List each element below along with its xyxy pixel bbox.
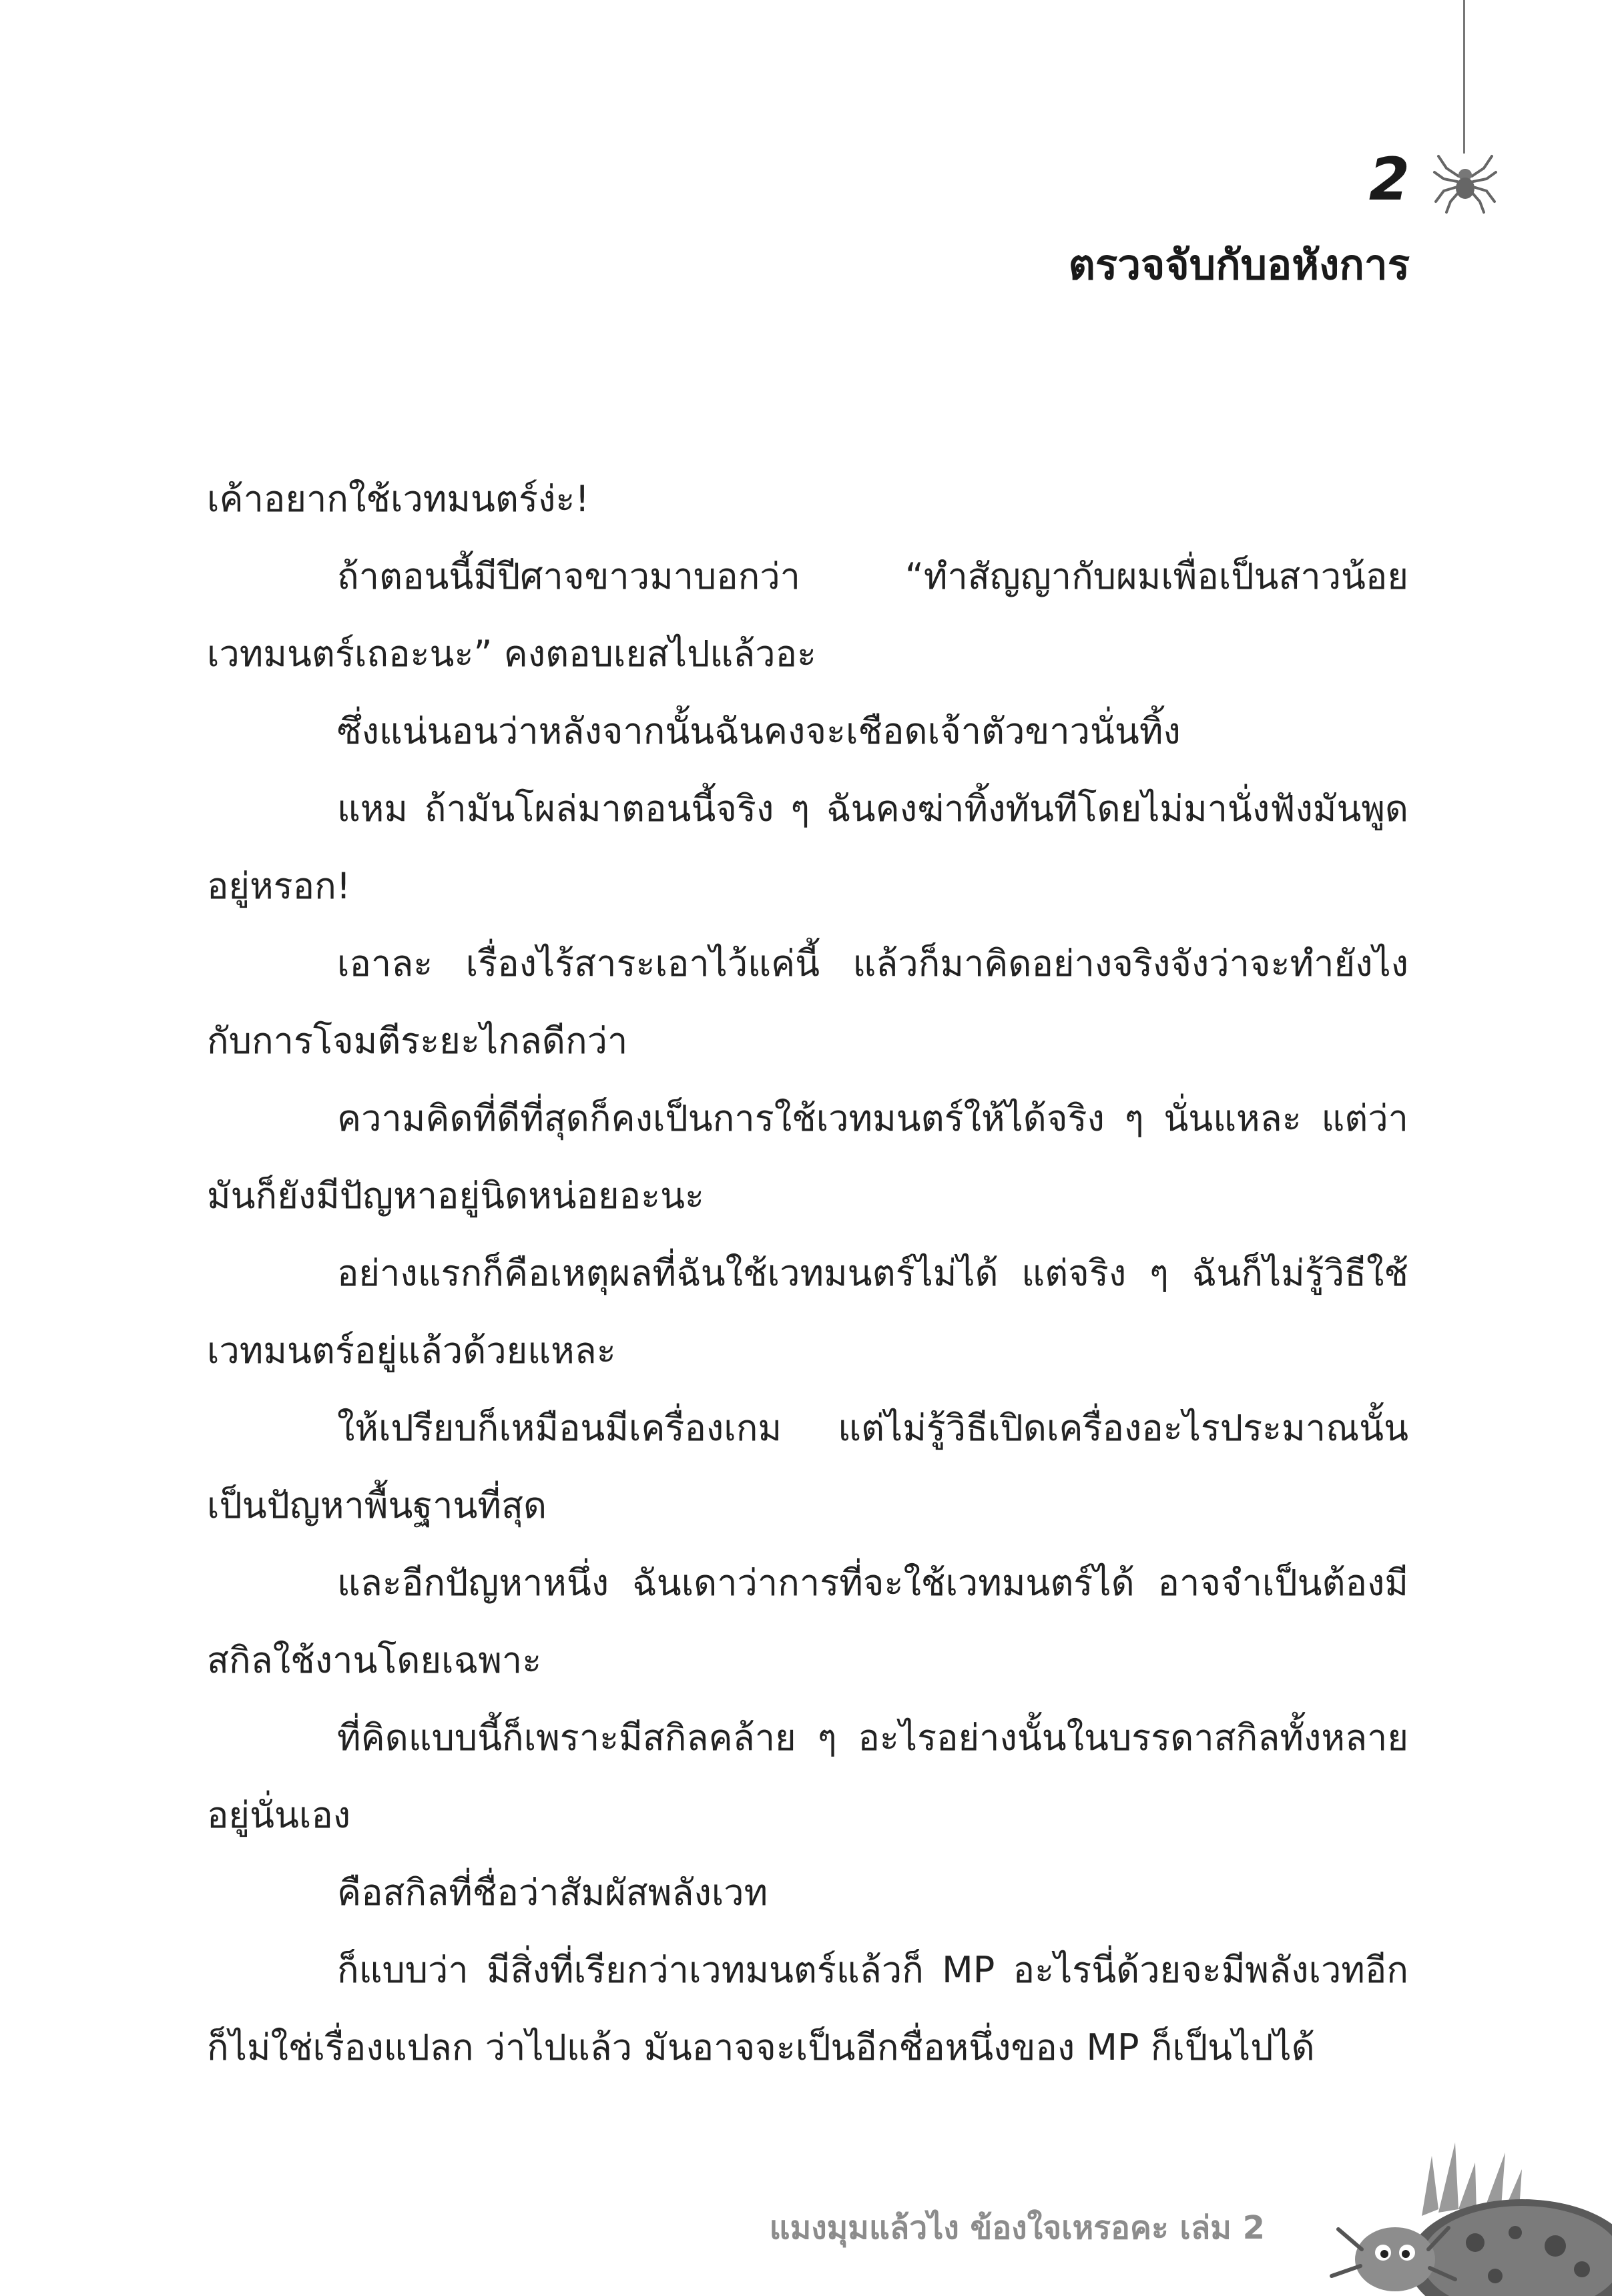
paragraph: ให้เปรียบก็เหมือนมีเครื่องเกม แต่ไม่รู้วิธีเปิดเครื่องอะไรประมาณนั้น เป็นปัญหาพื้นฐานที่สุด: [207, 1407, 1408, 1526]
paragraph: ซึ่งแน่นอนว่าหลังจากนั้นฉันคงจะเชือดเจ้าตัวขาวนั่นทิ้ง: [337, 710, 1181, 752]
paragraph: อย่างแรกก็คือเหตุผลที่ฉันใช้เวทมนตร์ไม่ได้ แต่จริง ๆ ฉันก็ไม่รู้วิธีใช้เวทมนตร์อยู่แล้วด้วยแหละ: [207, 1252, 1408, 1372]
chapter-body: [207, 461, 1408, 2086]
paragraph: คือสกิลที่ชื่อว่าสัมผัสพลังเวท: [337, 1872, 768, 1914]
paragraph: แหม ถ้ามันโผล่มาตอนนี้จริง ๆ ฉันคงฆ่าทิ้งทันทีโดยไม่มานั่งฟังมันพูดอยู่หรอก!: [207, 788, 1408, 907]
paragraph: ถ้าตอนนี้มีปีศาจขาวมาบอกว่า “ทำสัญญากับผมเพื่อเป็นสาวน้อยเวทมนตร์เถอะนะ” คงตอบเยสไปแล้วอะ: [207, 555, 1408, 675]
paragraph: และอีกปัญหาหนึ่ง ฉันเดาว่าการที่จะใช้เวทมนตร์ได้ อาจจำเป็นต้องมีสกิลใช้งานโดยเฉพาะ: [207, 1562, 1408, 1681]
paragraph: ที่คิดแบบนี้ก็เพราะมีสกิลคล้าย ๆ อะไรอย่างนั้นในบรรดาสกิลทั้งหลายอยู่นั่นเอง: [207, 1717, 1408, 1836]
spider-mascot-illustration: [1322, 2116, 1612, 2296]
chapter-number: 2: [1368, 145, 1410, 214]
spider-icon: [1432, 148, 1499, 215]
running-footer: แมงมุมแล้วไง ข้องใจเหรอคะ เล่ม 2: [769, 2209, 1265, 2247]
paragraph: ความคิดที่ดีที่สุดก็คงเป็นการใช้เวทมนตร์ให้ได้จริง ๆ นั่นแหละ แต่ว่ามันก็ยังมีปัญหาอยู่นิดหน่อยอะนะ: [207, 1097, 1408, 1217]
chapter-title: ตรวจจับกับอหังการ: [1068, 240, 1410, 289]
paragraph: เอาละ เรื่องไร้สาระเอาไว้แค่นี้ แล้วก็มาคิดอย่างจริงจังว่าจะทำยังไงกับการโจมตีระยะไกลดีกว่า: [207, 942, 1408, 1062]
paragraph: ก็แบบว่า มีสิ่งที่เรียกว่าเวทมนตร์แล้วก็ MP อะไรนี่ด้วยจะมีพลังเวทอีกก็ไม่ใช่เรื่องแปลก ว่าไปแล้ว มันอาจจะเป็นอีกชื่อหนึ่งของ MP ก็เป็นไปได้: [207, 1949, 1408, 2068]
spider-thread: [1463, 0, 1465, 154]
paragraph: เค้าอยากใช้เวทมนตร์ง่ะ!: [207, 478, 589, 520]
